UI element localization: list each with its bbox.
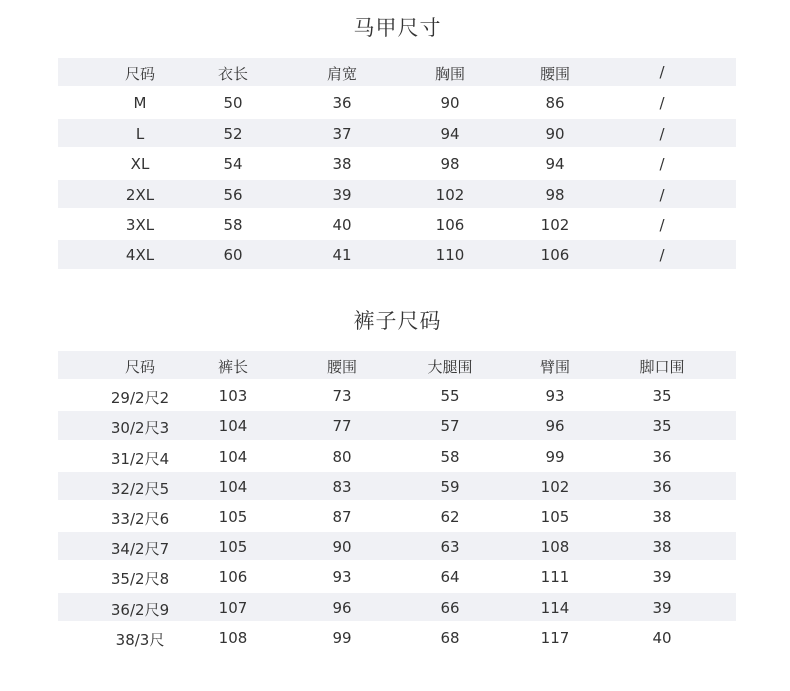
pants-size-table xyxy=(58,351,736,653)
table-cell: 40 xyxy=(652,628,672,647)
table-row xyxy=(58,381,736,409)
table-cell: / xyxy=(659,185,665,204)
table-cell: L xyxy=(135,124,145,143)
table-cell: 2XL xyxy=(125,185,155,204)
table-cell: 55 xyxy=(440,387,460,406)
table-cell: 32/2尺5 xyxy=(110,479,170,498)
table-cell: 96 xyxy=(545,417,565,436)
column-header: / xyxy=(659,63,665,81)
table-cell: 99 xyxy=(332,628,352,647)
column-header: 肩宽 xyxy=(326,65,358,83)
table-cell: 58 xyxy=(223,215,243,234)
table-cell: 98 xyxy=(440,155,460,174)
table-cell: 33/2尺6 xyxy=(110,509,170,528)
table-row xyxy=(58,442,736,470)
column-header: 腰围 xyxy=(326,358,358,376)
table-cell: 36 xyxy=(652,447,672,466)
table-cell: 93 xyxy=(545,387,565,406)
table-cell: 50 xyxy=(223,94,243,113)
table-cell: 102 xyxy=(540,215,570,234)
table-cell: 117 xyxy=(540,628,570,647)
table-row xyxy=(58,180,736,208)
table-cell: 64 xyxy=(440,568,460,587)
table-cell: 90 xyxy=(440,94,460,113)
table-row xyxy=(58,88,736,116)
table-cell: XL xyxy=(130,155,150,174)
table-row xyxy=(58,149,736,177)
table-cell: 66 xyxy=(440,598,460,617)
table-cell: 38 xyxy=(652,507,672,526)
table-cell: 94 xyxy=(545,155,565,174)
table-cell: 34/2尺7 xyxy=(110,540,170,559)
column-header: 大腿围 xyxy=(427,358,473,376)
table-cell: 63 xyxy=(440,538,460,557)
table-row xyxy=(58,472,736,500)
vest-size-title: 马甲尺寸 xyxy=(353,16,442,40)
table-cell: 77 xyxy=(332,417,352,436)
table-cell: 90 xyxy=(545,124,565,143)
table-cell: 98 xyxy=(545,185,565,204)
table-header-row xyxy=(58,58,736,86)
column-header: 胸围 xyxy=(434,65,466,83)
table-cell: 73 xyxy=(332,387,352,406)
table-cell: 68 xyxy=(440,628,460,647)
column-header: 衣长 xyxy=(217,65,249,83)
table-cell: 111 xyxy=(540,568,570,587)
table-cell: 35 xyxy=(652,387,672,406)
table-cell: 102 xyxy=(540,477,570,496)
table-cell: 83 xyxy=(332,477,352,496)
table-cell: 30/2尺3 xyxy=(110,419,170,438)
table-cell: 36/2尺9 xyxy=(110,600,170,619)
table-row xyxy=(58,562,736,590)
table-cell: 35 xyxy=(652,417,672,436)
column-header: 腰围 xyxy=(539,65,571,83)
table-cell: 39 xyxy=(652,598,672,617)
table-cell: 4XL xyxy=(125,246,155,265)
table-cell: 96 xyxy=(332,598,352,617)
table-cell: 102 xyxy=(435,185,465,204)
table-cell: 86 xyxy=(545,94,565,113)
column-header: 尺码 xyxy=(124,358,156,376)
table-cell: 80 xyxy=(332,447,352,466)
table-cell: 29/2尺2 xyxy=(110,389,170,408)
table-cell: 35/2尺8 xyxy=(110,570,170,589)
table-cell: 106 xyxy=(435,215,465,234)
table-cell: 104 xyxy=(218,477,248,496)
table-cell: 108 xyxy=(218,628,248,647)
table-cell: 59 xyxy=(440,477,460,496)
table-cell: 104 xyxy=(218,447,248,466)
table-cell: 3XL xyxy=(125,215,155,234)
table-cell: 60 xyxy=(223,246,243,265)
column-header: 脚口围 xyxy=(639,358,685,376)
table-cell: 114 xyxy=(540,598,570,617)
table-row xyxy=(58,210,736,238)
table-cell: / xyxy=(659,155,665,174)
table-cell: 105 xyxy=(218,538,248,557)
table-cell: 90 xyxy=(332,538,352,557)
table-cell: 93 xyxy=(332,568,352,587)
table-cell: 99 xyxy=(545,447,565,466)
vest-size-table xyxy=(58,58,736,271)
table-cell: 106 xyxy=(540,246,570,265)
table-cell: M xyxy=(133,94,147,113)
table-cell: 94 xyxy=(440,124,460,143)
table-cell: 110 xyxy=(435,246,465,265)
table-row xyxy=(58,411,736,439)
table-row xyxy=(58,502,736,530)
table-row xyxy=(58,240,736,268)
table-row xyxy=(58,593,736,621)
table-cell: 54 xyxy=(223,155,243,174)
table-cell: 87 xyxy=(332,507,352,526)
table-cell: 38/3尺 xyxy=(115,630,165,649)
table-cell: 56 xyxy=(223,185,243,204)
table-cell: / xyxy=(659,246,665,265)
table-cell: 52 xyxy=(223,124,243,143)
table-cell: 105 xyxy=(218,507,248,526)
column-header: 尺码 xyxy=(124,65,156,83)
table-cell: 57 xyxy=(440,417,460,436)
table-cell: 106 xyxy=(218,568,248,587)
table-row xyxy=(58,623,736,651)
table-cell: / xyxy=(659,94,665,113)
table-row xyxy=(58,532,736,560)
table-cell: / xyxy=(659,124,665,143)
table-cell: 38 xyxy=(652,538,672,557)
table-cell: 36 xyxy=(652,477,672,496)
table-cell: 39 xyxy=(332,185,352,204)
table-cell: 37 xyxy=(332,124,352,143)
table-cell: 107 xyxy=(218,598,248,617)
table-cell: 105 xyxy=(540,507,570,526)
table-cell: 36 xyxy=(332,94,352,113)
table-cell: 38 xyxy=(332,155,352,174)
table-cell: 103 xyxy=(218,387,248,406)
table-cell: 108 xyxy=(540,538,570,557)
table-header-row xyxy=(58,351,736,379)
table-row xyxy=(58,119,736,147)
table-cell: 40 xyxy=(332,215,352,234)
pants-size-title: 裤子尺码 xyxy=(353,309,442,333)
table-cell: / xyxy=(659,215,665,234)
table-cell: 41 xyxy=(332,246,352,265)
column-header: 臂围 xyxy=(539,358,571,376)
table-cell: 62 xyxy=(440,507,460,526)
table-cell: 31/2尺4 xyxy=(110,449,170,468)
table-cell: 39 xyxy=(652,568,672,587)
column-header: 裤长 xyxy=(217,358,249,376)
table-cell: 58 xyxy=(440,447,460,466)
table-cell: 104 xyxy=(218,417,248,436)
